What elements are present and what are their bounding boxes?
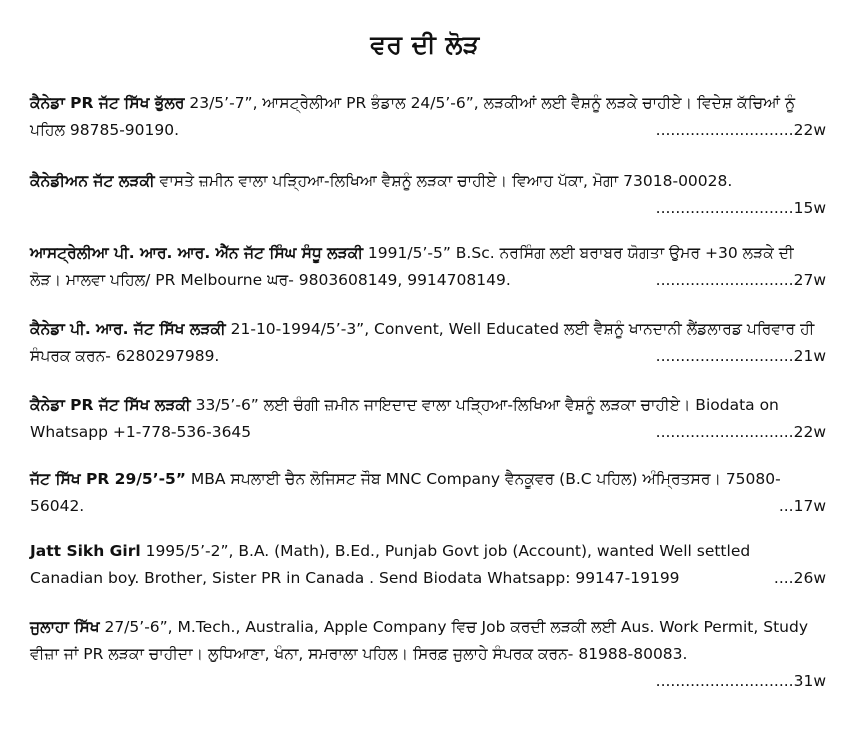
ad-item-6 (30, 466, 826, 520)
ad-body (30, 466, 826, 520)
ad-text: 23/5’-7”, ਆਸਟ੍ਰੇਲੀਆ PR ਭੰਡਾਲ 24/5’-6”, ਲੜਕੀਆਂ ਲਈ ਵੈਸ਼ਨੂੰ ਲੜਕੇ ਚਾਹੀਏ। ਵਿਦੇਸ਼ ਕੱਚਿਆਂ ਨੂੰ ਪਹਿਲ 98785-90190. (30, 94, 796, 139)
ad-lead: ਆਸਟ੍ਰੇਲੀਆ ਪੀ. ਆਰ. ਆਰ. ਐੱਨ ਜੱਟ ਸਿੰਘ ਸੰਧੂ ਲੜਕੀ (30, 244, 363, 262)
page-title: ਵਰ ਦੀ ਲੋੜ (370, 30, 480, 59)
ad-code: ............................27w (655, 271, 826, 289)
ad-body (30, 392, 826, 446)
ad-lead: ਜੱਟ ਸਿੱਖ PR 29/5’-5” (30, 470, 186, 488)
ad-lead: ਕੈਨੇਡਾ PR ਜੱਟ ਸਿੱਖ ਭੁੱਲਰ (30, 94, 185, 112)
ad-item-4 (30, 316, 826, 370)
ad-text: MBA ਸਪਲਾਈ ਚੈਨ ਲੋਜਿਸਟ ਜੌਬ MNC Company ਵੈਨਕੂਵਰ (B.C ਪਹਿਲ) ਅੰਮ੍ਰਿਤਸਰ। 75080-56042. (30, 470, 781, 515)
ad-item-5 (30, 392, 826, 446)
ad-code: ...17w (778, 497, 826, 515)
ad-item-3 (30, 240, 826, 294)
ad-text: 21-10-1994/5’-3”, Convent, Well Educated ਲਈ ਵੈਸ਼ਨੂੰ ਖਾਨਦਾਨੀ ਲੈਂਡਲਾਰਡ ਪਰਿਵਾਰ ਹੀ ਸੰਪਰਕ ਕਰਨ- 6280297989. (30, 320, 815, 365)
ad-lead: Jatt Sikh Girl (30, 542, 141, 560)
ad-body (30, 614, 826, 668)
ad-lead: ਜੁਲਾਹਾ ਸਿੱਖ (30, 618, 100, 636)
ad-code: ............................21w (655, 347, 826, 365)
ad-code: ....26w (773, 569, 826, 587)
ad-text: ਵਾਸਤੇ ਜ਼ਮੀਨ ਵਾਲਾ ਪੜ੍ਹਿਆ-ਲਿਖਿਆ ਵੈਸ਼ਨੂੰ ਲੜਕਾ ਚਾਹੀਏ। ਵਿਆਹ ਪੱਕਾ, ਮੋਗਾ 73018-00028. (154, 172, 733, 190)
ad-item-2 (30, 168, 826, 222)
ad-body (30, 90, 826, 144)
ad-body (30, 538, 826, 592)
ad-text: 33/5’-6” ਲਈ ਚੰਗੀ ਜ਼ਮੀਨ ਜਾਇਦਾਦ ਵਾਲਾ ਪੜ੍ਹਿਆ-ਲਿਖਿਆ ਵੈਸ਼ਨੂੰ ਲੜਕਾ ਚਾਹੀਏ। Biodata on Whatsapp +1-778-536-3645 (30, 396, 779, 441)
ad-text: 1995/5’-2”, B.A. (Math), B.Ed., Punjab Govt job (Account), wanted Well settled Canadian boy. Brother, Sister PR in Canada . Send Biodata Whatsapp: 99147-19199 (30, 542, 751, 587)
ad-lead: ਕੈਨੇਡਾ PR ਜੱਟ ਸਿੱਖ ਲੜਕੀ (30, 396, 191, 414)
ad-lead: ਕੈਨੇਡਾ ਪੀ. ਆਰ. ਜੱਟ ਸਿੱਖ ਲੜਕੀ (30, 320, 226, 338)
ad-body (30, 316, 826, 370)
ad-text: 27/5’-6”, M.Tech., Australia, Apple Company ਵਿਚ Job ਕਰਦੀ ਲੜਕੀ ਲਈ Aus. Work Permit, Study ਵੀਜ਼ਾ ਜਾਂ PR ਲੜਕਾ ਚਾਹੀਦਾ। ਲੁਧਿਆਣਾ, ਖੰਨਾ, ਸਮਰਾਲਾ ਪਹਿਲ। ਸਿਰਫ਼ ਜੁਲਾਹੇ ਸੰਪਰਕ ਕਰਨ- 81988-80083. (30, 618, 808, 663)
ad-code: ............................31w (655, 672, 826, 690)
ad-lead: ਕੈਨੇਡੀਅਨ ਜੱਟ ਲੜਕੀ (30, 172, 155, 190)
ad-text: 1991/5’-5” B.Sc. ਨਰਸਿੰਗ ਲਈ ਬਰਾਬਰ ਯੋਗਤਾ ਉਮਰ +30 ਲੜਕੇ ਦੀ ਲੋੜ। ਮਾਲਵਾ ਪਹਿਲ/ PR Melbourne ਘਰ- 9803608149, 9914708149. (30, 244, 794, 289)
ad-code: ............................22w (655, 121, 826, 139)
ad-item-8 (30, 614, 826, 695)
ad-body (30, 240, 826, 294)
ad-body (30, 168, 826, 195)
ad-item-1 (30, 90, 826, 144)
ad-code: ............................15w (655, 199, 826, 217)
ad-item-7 (30, 538, 826, 592)
ad-code: ............................22w (655, 423, 826, 441)
